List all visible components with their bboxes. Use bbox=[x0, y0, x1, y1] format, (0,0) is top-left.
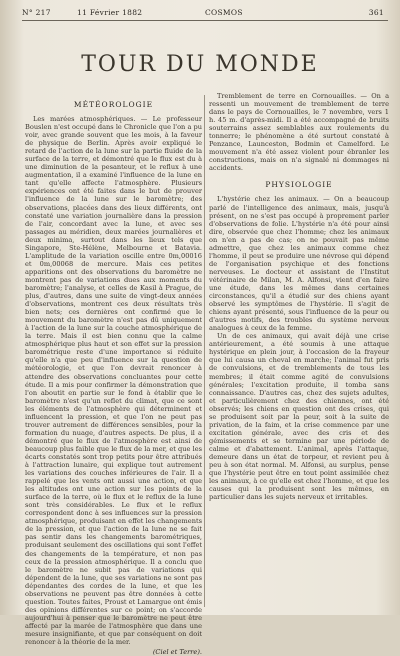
article-signature: (Ciel et Terre). bbox=[152, 648, 202, 656]
page-title: TOUR DU MONDE bbox=[81, 52, 319, 77]
page-header bbox=[22, 6, 386, 20]
header-rule bbox=[22, 20, 388, 21]
column-divider bbox=[204, 95, 205, 607]
right-column bbox=[209, 92, 389, 609]
left-column bbox=[25, 92, 202, 656]
section-heading-meteorology: MÉTÉOROLOGIE bbox=[73, 100, 154, 109]
article-hysterie-1: L'hystérie chez les animaux. — On a beaucoup parlé de l'intelligence des animaux, mais, jusqu'à présent, on ne s'est pas occupé à proprement parler d'observations de folie. L'hystérie n'a été pour ainsi dire, observée que chez l'homme; chez les animaux on n'en a pas de cas; on ne pouvait pas même admettre, que chez les animaux comme chez l'homme, il peut se produire une névrose qui dépend de l'organisation psychique et des fonctions nerveuses. Le docteur et assistant de l'Institut vétérinaire de Milan, M. A. Alfonsi, vient d'en faire une étude, dans les mêmes dans certaines circonstances, qu'il a étudié sur des chiens ayant observé les symptômes de l'hystérie. Il s'agit de chiens ayant présenté, sous l'influence de la peur ou d'autres motifs, des troubles du système nerveux analogues à ceux de la femme. bbox=[209, 195, 389, 333]
article-hysterie-2: Un de ces animaux, qui avait déjà une crise antérieurement, a été soumis à une attaque hystérique en plein jour, à l'occasion de la frayeur que lui causa un cheval en marche; l'animal fut pris de convulsions, et de tremblements de tous les membres; il était comme agité de convulsions générales; l'excitation produite, il tomba sans connaissance. D'autres cas, chez des sujets adultes, et particulièrement chez des chiennes, ont été observés; les chiens en question ont des crises, qui se produisent soit par la peur, soit à la suite de privation, de la faim, et la crise commence par une excitation générale, avec des cris et des gémissements et se termine par une période de calme et d'abattement. L'animal, après l'attaque, demeure dans un état de torpeur, et revient peu à peu à son état normal. M. Alfonsi, au surplus, pense que l'hystérie peut être en tout point assimilée chez les animaux, à ce qu'elle est chez l'homme, et que les causes qui la produisent sont les mêmes, en particulier dans les sujets nerveux et irritables. bbox=[209, 332, 389, 502]
section-heading-physiology: PHYSIOLOGIE bbox=[265, 180, 333, 190]
article-marees: Les marées atmosphériques. — Le professeur Bouslen n'est occupé dans le Chronicle que l'on a pu voir, avec grande souvent que les mois, à la faveur de physique de Berlin. Après avoir expliqué le retard de l'action de la lune sur la partie fluide de la surface de la terre, et démontré que le flux est du à une diminution de la pesanteur, et le reflux à une augmentation, il a examiné l'influence de la lune en tant qu'elle affecte l'atmosphère. Plusieurs expériences ont été faites dans le but de prouver l'influence de la lune sur le baromètre; des observations, placées dans des lieux différents, ont constaté une variation journalière dans la pression de l'air, concordant avec la lune, et avec ses passages au méridien, deux marées journalières et deux minima, surtout dans les lieux tels que Singapore, Ste-Hélène, Melbourne et Batavia. L'amplitude de la variation oscille entre 0m,00016 et 0m,00068 de mercure. Mais ces petites apparitions ont des observations du baromètre ne montrent pas de variations dues aux moments du baromètre; l'analyse, et celles de Kasil à Prague, de plus, d'autres, dans une suite de vingt-deux années d'observations, montrent ces deux résultats très bien nets; ces dernières ont confirmé que le mouvement du baromètre n'est pas dû uniquement à l'action de la lune sur la couche atmosphérique de la terre. Mais il est bien connu que la calme atmosphérique plus haut et son effet sur la pression barométrique reste d'une importance si réduite qu'elle n'a que peu d'influence sur la question de météorologie, et que l'on devrait renoncer à attendre des observations concluantes pour cette étude. Il a mis pour confirmer la démonstration que l'on aboutit en partie sur le fond à établir que le baromètre n'est qu'un reflet du climat, que ce sont les éléments de l'atmosphère qui déterminent et influencent la pression, et que l'on ne peut pas trouver autrement de différences sensibles, pour la formation du nuage, d'autres aspects. De plus, il a démontré que le flux de l'atmosphère est ainsi de beaucoup plus faible que le flux de la mer, et que les écarts constatés sont trop petits pour être attribués à l'attraction lunaire, qui explique tout autrement les variations des couches inférieures de l'air. Il a rappelé que les vents ont aussi une action, et que les altitudes ont une action sur les points de la surface de la terre, où le flux et le reflux de la lune sont très considérables. Le flux et le reflux correspondent donc à ses influences sur la pression atmosphérique, produisant en effet les changements de la pression, et que l'action de la lune ne se fait pas sentir dans les changements barométriques, produisant seulement des oscillations qui sont l'effet des changements de la température, et non pas ceux de la pression atmosphérique. Il a conclu que le baromètre ne subit pas de variations qui dépendent de la lune, que ses variations ne sont pas dépendantes des cordes de la lune, et que les observations ne peuvent pas être données à cette question. Toutes faites, Proust et Lamargue ont émis des opinions différentes sur ce point; on s'accorde aujourd'hui à penser que le baromètre ne peut être affecté par la marée de l'atmosphère que dans une mesure insignifiante, et que par conséquent on doit renoncer à la théorie de la mer. bbox=[25, 115, 202, 647]
publication-name: COSMOS bbox=[205, 8, 243, 17]
issue-number: N° 217 bbox=[22, 8, 51, 17]
page-number: 361 bbox=[368, 8, 384, 17]
article-tremblement: Tremblement de terre en Cornouailles. — On a ressenti un mouvement de tremblement de terre dans le pays de Cornouailles, le 7 novembre, vers 1 h. 45 m. d'après-midi. Il a été accompagné de bruits souterrains assez semblables aux roulements du tonnerre; le phénomène a été surtout constaté à Penzance, Launceston, Bodmin et Camelford. Le mouvement n'a été assez violent pour ébranler les constructions, mais on n'a signalé ni dommages ni accidents. bbox=[209, 92, 389, 173]
issue-date: 11 Février 1882 bbox=[77, 8, 143, 17]
